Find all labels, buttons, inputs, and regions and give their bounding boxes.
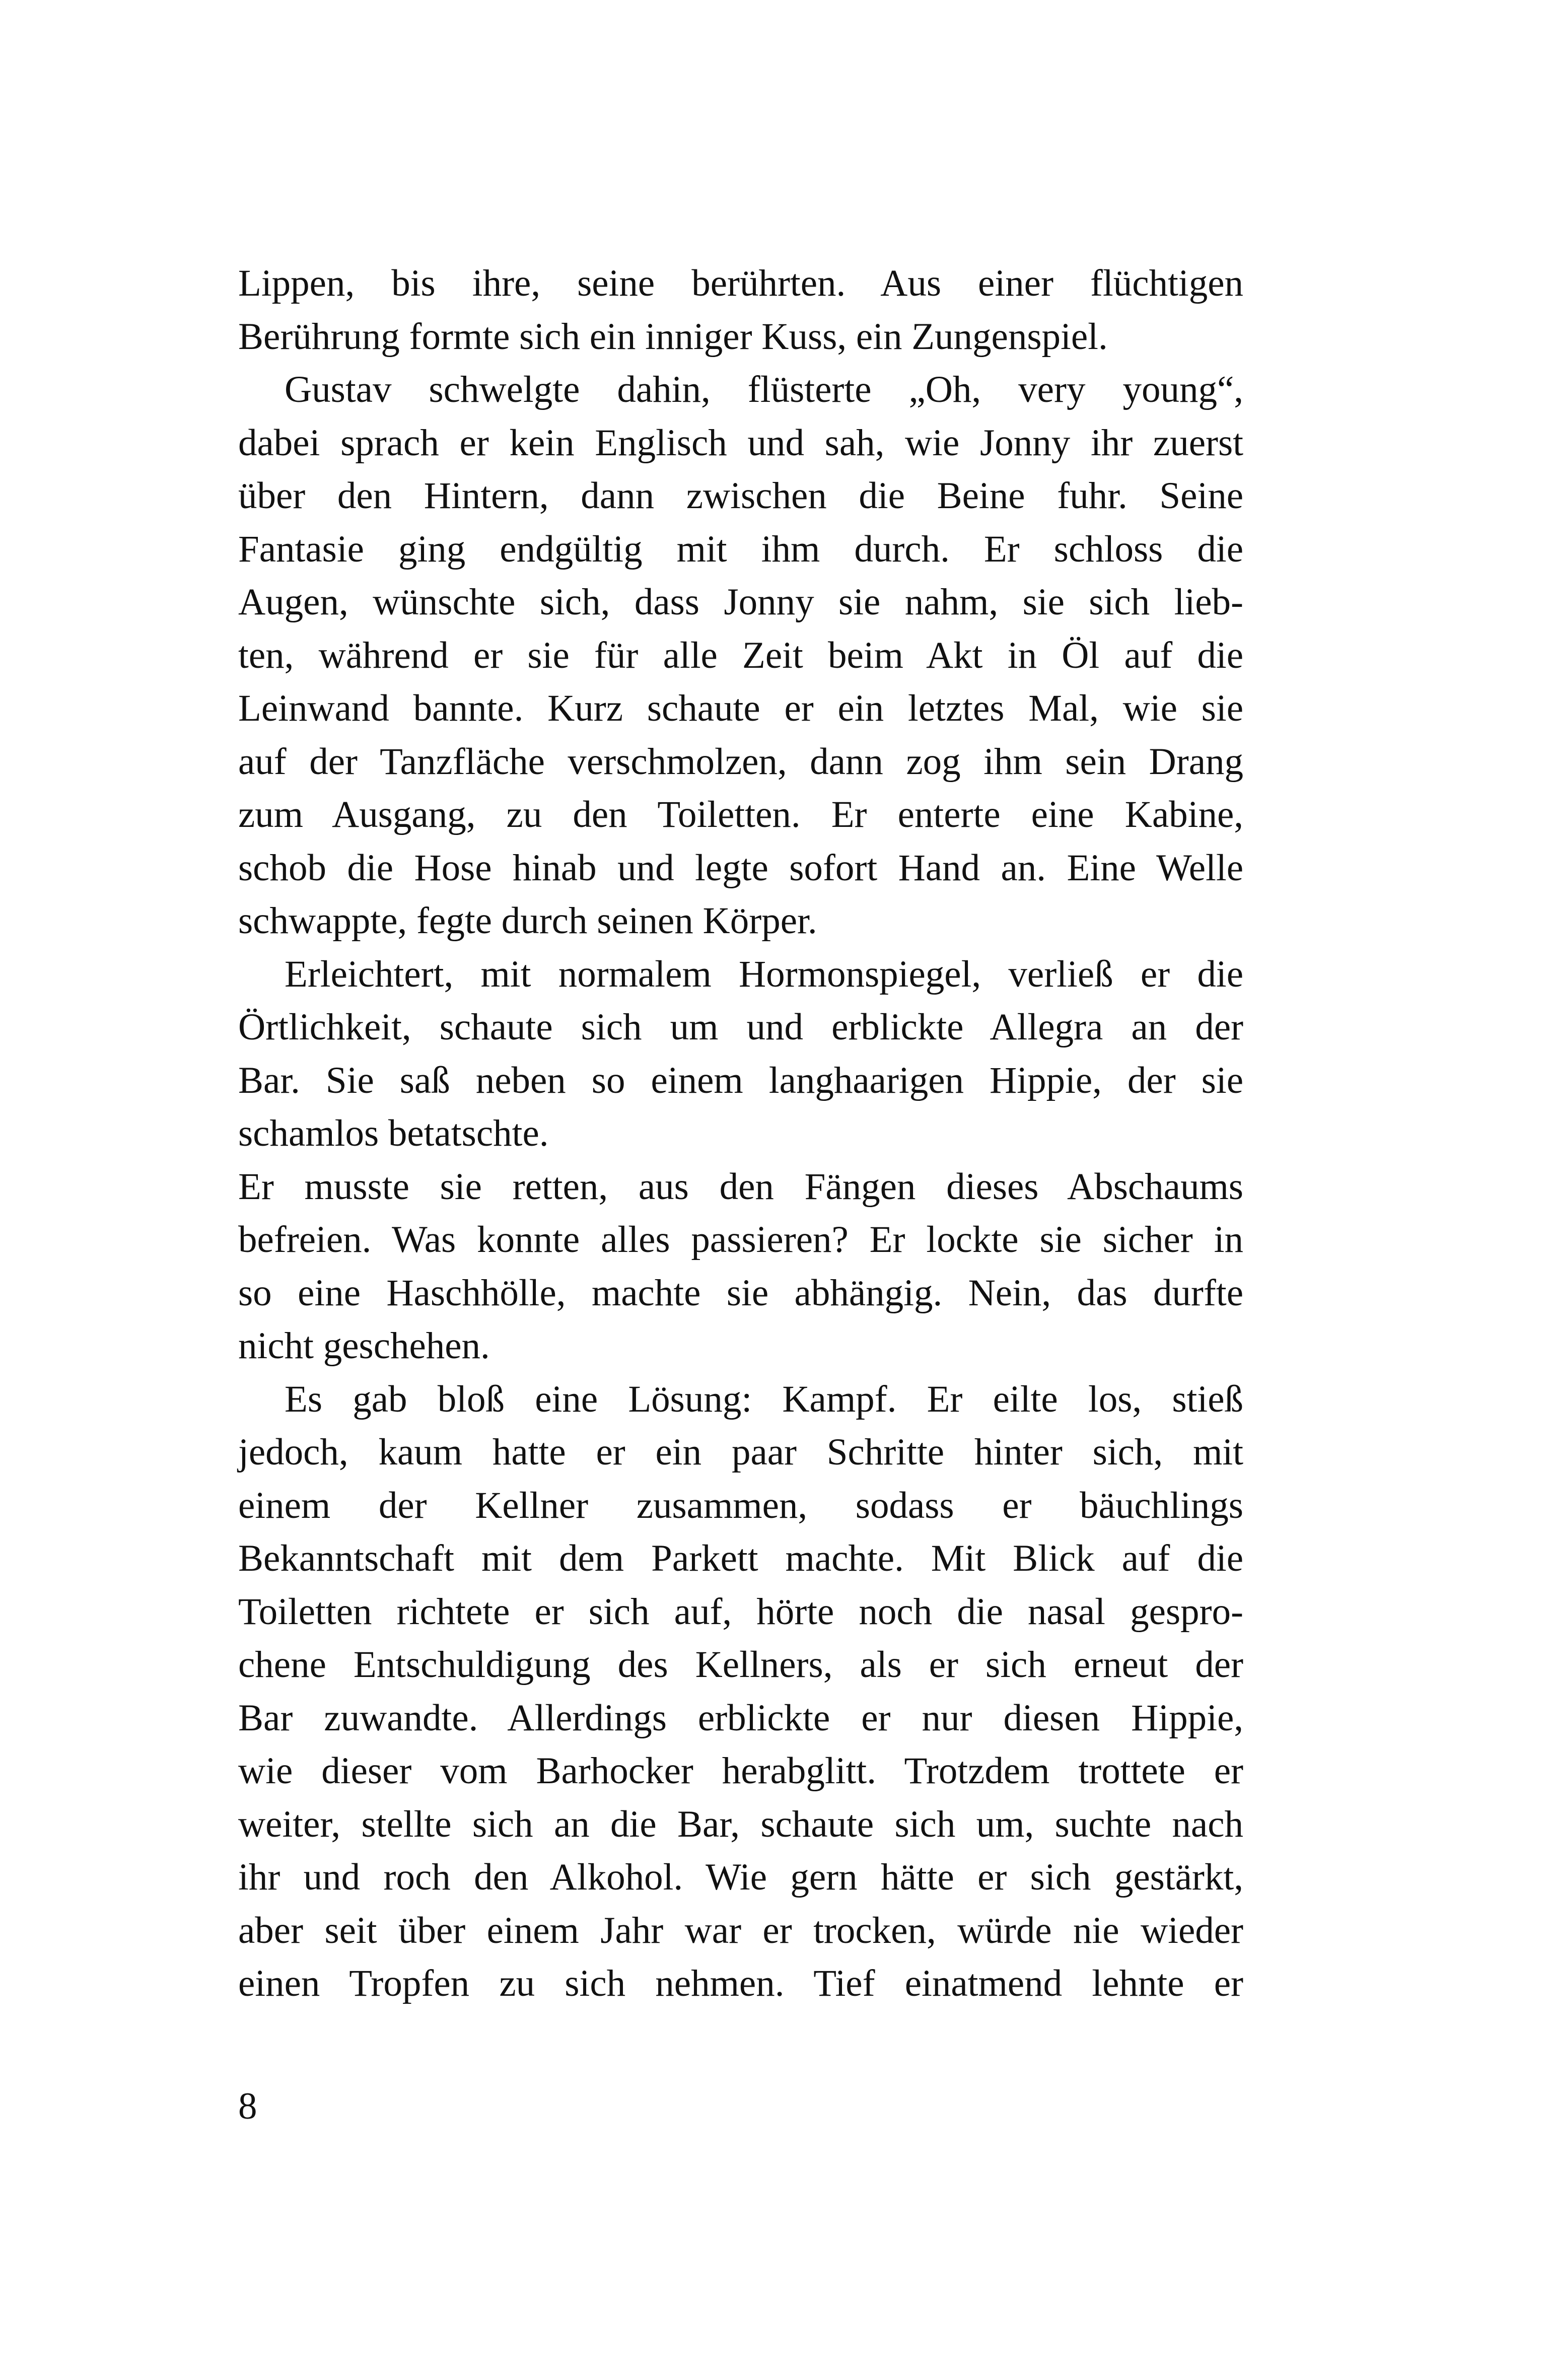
text-line: auf der Tanzfläche verschmolzen, dann zog ihm sein Drang [238, 740, 1243, 783]
text-line: einen Tropfen zu sich nehmen. Tief einatmend lehnte er [238, 1963, 1243, 2004]
text-line: Örtlichkeit, schaute sich um und erblickte Allegra an der [238, 1006, 1243, 1048]
text-line: einem der Kellner zusammen, sodass er bäuchlings [238, 1484, 1243, 1526]
text-line: jedoch, kaum hatte er ein paar Schritte hinter sich, mit [238, 1431, 1243, 1473]
text-line: Bekanntschaft mit dem Parkett machte. Mit Blick auf die [238, 1537, 1243, 1579]
text-line: chene Entschuldigung des Kellners, als er sich erneut der [238, 1644, 1243, 1686]
text-line: nicht geschehen. [238, 1325, 490, 1367]
text-line: Er musste sie retten, aus den Fängen dieses Abschaums [238, 1165, 1243, 1208]
text-line: schwappte, fegte durch seinen Körper. [238, 900, 817, 942]
page-number: 8 [238, 2085, 257, 2127]
text-line: ten, während er sie für alle Zeit beim Akt in Öl auf die [238, 634, 1243, 676]
text-line: Gustav schwelgte dahin, flüsterte „Oh, very young“, [285, 369, 1243, 410]
text-line: Toiletten richtete er sich auf, hörte noch die nasal gespro- [238, 1590, 1243, 1633]
text-line: so eine Haschhölle, machte sie abhängig. Nein, das durfte [238, 1272, 1243, 1314]
text-line: aber seit über einem Jahr war er trocken, würde nie wieder [238, 1909, 1243, 1951]
text-line: Augen, wünschte sich, dass Jonny sie nahm, sie sich lieb- [238, 581, 1243, 623]
text-line: schob die Hose hinab und legte sofort Hand an. Eine Welle [238, 847, 1243, 889]
text-line: Es gab bloß eine Lösung: Kampf. Er eilte los, stieß [285, 1378, 1243, 1420]
text-line: befreien. Was konnte alles passieren? Er lockte sie sicher in [238, 1219, 1243, 1261]
text-line: dabei sprach er kein Englisch und sah, wie Jonny ihr zuerst [238, 422, 1243, 464]
text-line: wie dieser vom Barhocker herabglitt. Trotzdem trottete er [238, 1750, 1243, 1792]
text-line: über den Hintern, dann zwischen die Beine fuhr. Seine [238, 475, 1243, 517]
text-line: weiter, stellte sich an die Bar, schaute sich um, suchte nach [238, 1803, 1243, 1845]
body-text [238, 257, 1243, 2010]
text-line: Bar. Sie saß neben so einem langhaarigen Hippie, der sie [238, 1059, 1243, 1101]
text-line: Lippen, bis ihre, seine berührten. Aus einer flüchtigen [238, 262, 1243, 304]
text-line: Erleichtert, mit normalem Hormonspiegel, verließ er die [285, 953, 1243, 995]
text-line: schamlos betatschte. [238, 1112, 549, 1154]
text-line: Fantasie ging endgültig mit ihm durch. Er schloss die [238, 528, 1243, 570]
text-line: Bar zuwandte. Allerdings erblickte er nur diesen Hippie, [238, 1697, 1243, 1739]
text-line: Leinwand bannte. Kurz schaute er ein letztes Mal, wie sie [238, 687, 1243, 729]
text-line: ihr und roch den Alkohol. Wie gern hätte er sich gestärkt, [238, 1856, 1243, 1898]
text-line: Berührung formte sich ein inniger Kuss, ein Zungenspiel. [238, 315, 1108, 358]
text-line: zum Ausgang, zu den Toiletten. Er enterte eine Kabine, [238, 794, 1243, 835]
